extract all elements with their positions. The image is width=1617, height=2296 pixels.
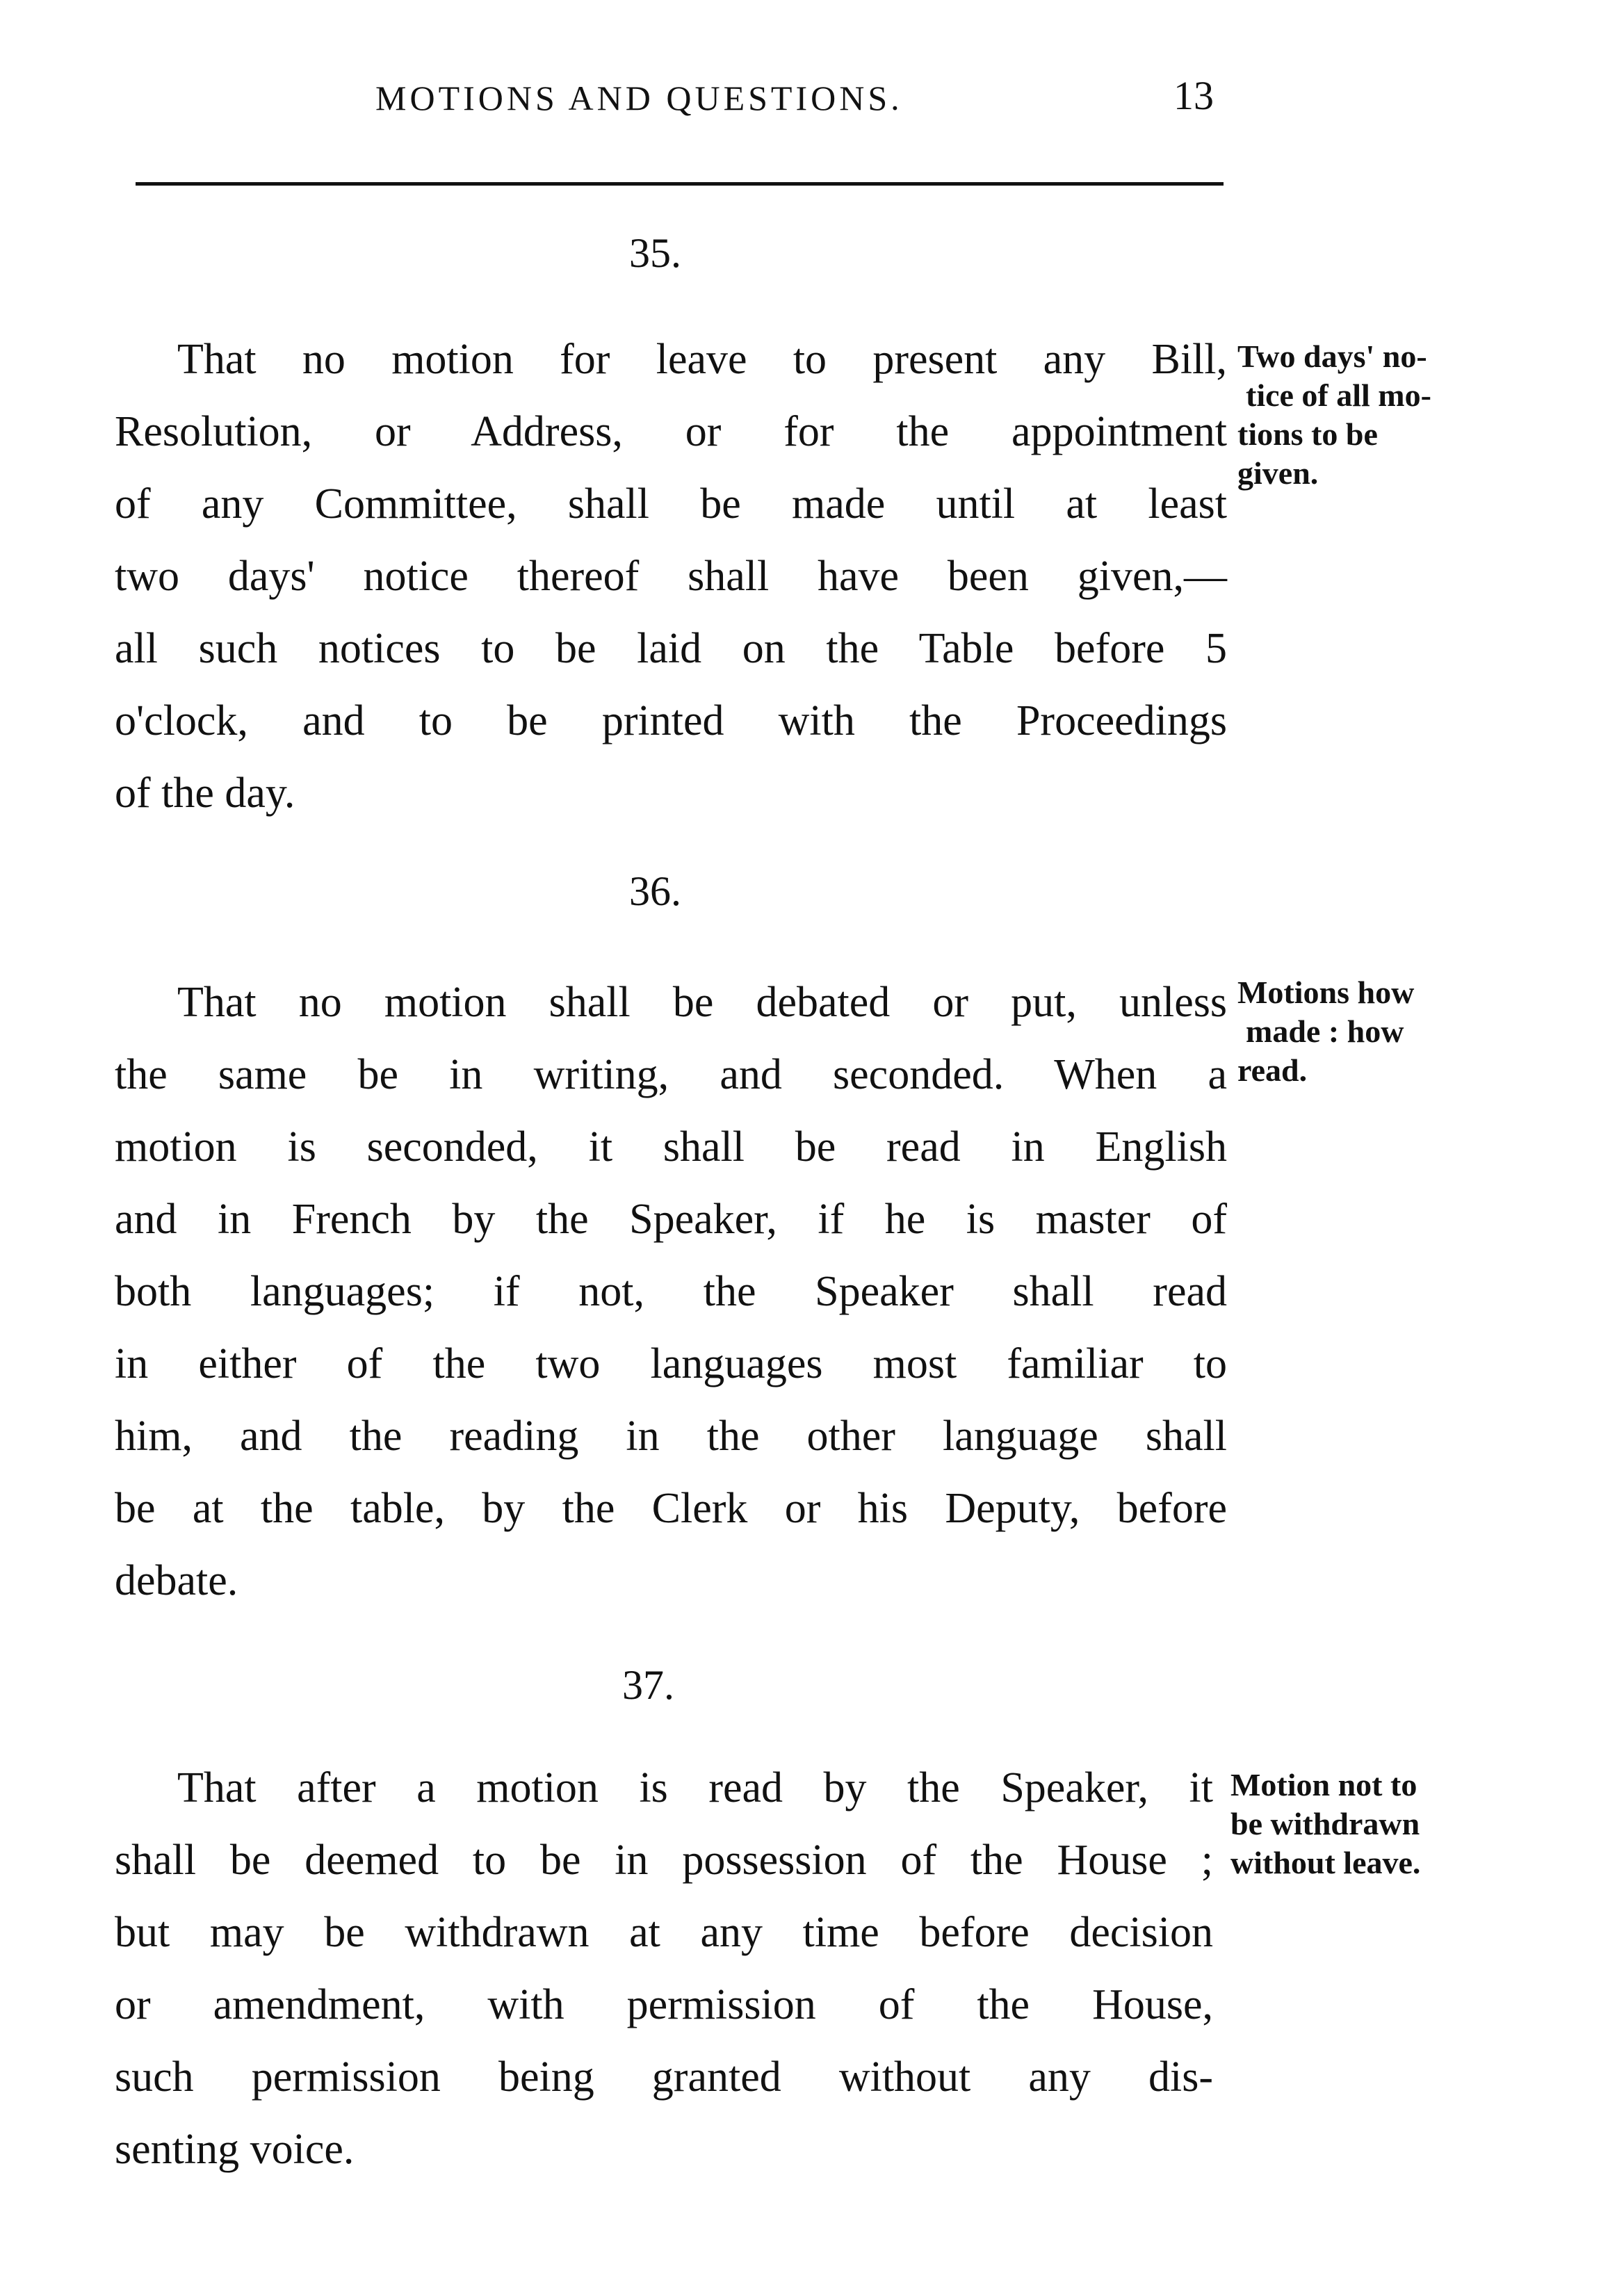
rule-36-text (115, 966, 1227, 1617)
side-note-35-line-3: tions to be (1237, 416, 1378, 452)
side-note-36 (1237, 973, 1509, 1090)
rule-35-line-4: two days' notice thereof shall have been given,— (115, 553, 1227, 600)
rule-36-line-4: and in French by the Speaker, if he is master of (115, 1196, 1227, 1243)
rule-36-line-8: be at the table, by the Clerk or his Deputy, before (115, 1485, 1227, 1532)
rule-number-37: 37. (622, 1662, 674, 1708)
rule-number-36: 36. (629, 868, 681, 914)
rule-36-line-9: debate. (115, 1557, 238, 1604)
rule-35-line-6: o'clock, and to be printed with the Proceedings (115, 697, 1227, 744)
rule-36-line-5: both languages; if not, the Speaker shall read (115, 1268, 1227, 1315)
side-note-37-line-1: Motion not to (1230, 1767, 1417, 1802)
rule-35-line-1: That no motion for leave to present any Bill, (177, 336, 1227, 383)
rule-35-line-2: Resolution, or Address, or for the appointment (115, 408, 1227, 455)
running-header: MOTIONS AND QUESTIONS. (375, 79, 903, 117)
side-note-36-line-3: read. (1237, 1052, 1308, 1088)
rule-37-line-6: senting voice. (115, 2126, 355, 2173)
rule-36-line-6: in either of the two languages most familiar to (115, 1340, 1227, 1387)
side-note-36-line-2: made : how (1246, 1013, 1404, 1049)
side-note-36-line-1: Motions how (1237, 975, 1415, 1010)
side-note-37-line-2: be withdrawn (1230, 1806, 1420, 1841)
side-note-37-line-3: without leave. (1230, 1845, 1421, 1880)
rule-35-line-3: of any Committee, shall be made until at least (115, 480, 1227, 528)
rule-number-35: 35. (629, 230, 681, 276)
side-note-35-line-4: given. (1237, 455, 1319, 491)
rule-36-line-3: motion is seconded, it shall be read in English (115, 1123, 1227, 1171)
rule-37-line-1: That after a motion is read by the Speaker, it (177, 1764, 1213, 1811)
rule-37-line-5: such permission being granted without any dis- (115, 2053, 1213, 2101)
side-note-35-line-1: Two days' no- (1237, 339, 1427, 374)
rule-35-text (115, 323, 1227, 829)
rule-35-line-7: of the day. (115, 770, 295, 817)
rule-36-line-1: That no motion shall be debated or put, unless (177, 979, 1227, 1026)
side-note-35-line-2: tice of all mo- (1246, 377, 1431, 413)
rule-37-line-2: shall be deemed to be in possession of the House ; (115, 1837, 1213, 1884)
rule-37-text (115, 1752, 1213, 2185)
side-note-35 (1237, 337, 1509, 493)
rule-36-line-7: him, and the reading in the other language shall (115, 1412, 1227, 1460)
side-note-37 (1230, 1766, 1502, 1882)
rule-36-line-2: the same be in writing, and seconded. When a (115, 1051, 1227, 1098)
rule-37-line-4: or amendment, with permission of the House, (115, 1981, 1213, 2028)
header-rule (136, 182, 1224, 186)
page-number: 13 (1173, 73, 1214, 118)
rule-37-line-3: but may be withdrawn at any time before decision (115, 1909, 1213, 1956)
rule-35-line-5: all such notices to be laid on the Table before 5 (115, 625, 1227, 672)
